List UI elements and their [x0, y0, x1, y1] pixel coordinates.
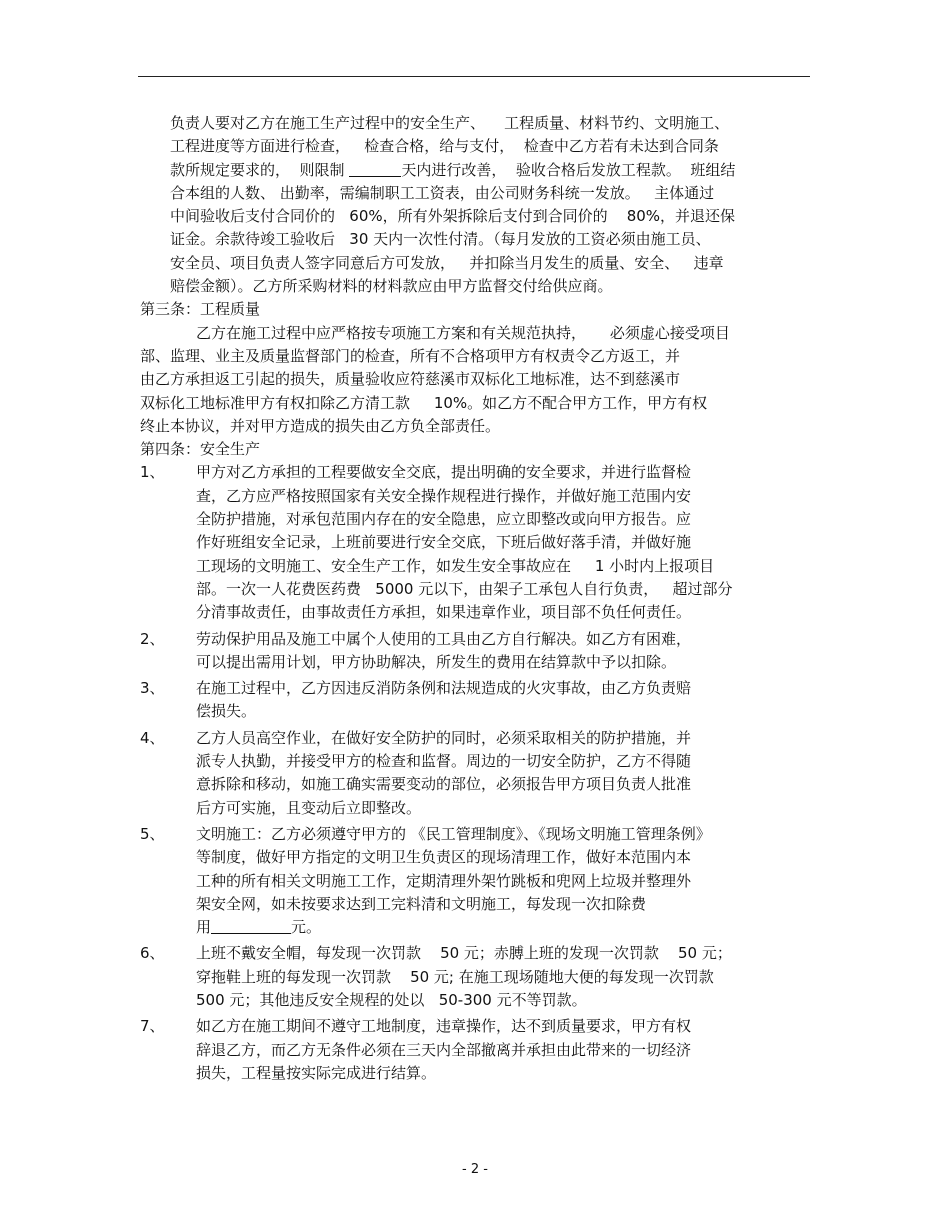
item-line: 5、 文明施工：乙方必须遵守甲方的 《民工管理制度》、《现场文明施工管理条例》 [140, 823, 812, 846]
header-rule [138, 76, 810, 77]
paragraph-line: 中间验收后支付合同价的 60%，所有外架拆除后支付到合同价的 80%，并退还保 [170, 207, 736, 226]
item-line: 可以提出需用计划，甲方协助解决，所发生的费用在结算款中予以扣除。 [196, 652, 677, 671]
item-line: 损失，工程量按实际完成进行结算。 [196, 1063, 437, 1082]
safety-item [140, 677, 812, 724]
item-line: 后方可实施，且变动后立即整改。 [196, 798, 422, 817]
safety-item [140, 823, 812, 939]
item-number: 5、 [140, 824, 165, 843]
days-blank [349, 161, 401, 177]
item-line: 500 元；其他违反安全规程的处以 50-300 元不等罚款。 [196, 990, 587, 1009]
item-number: 3、 [140, 679, 165, 698]
item-line: 1、 甲方对乙方承担的工程要做安全交底，提出明确的安全要求，并进行监督检 [140, 461, 812, 484]
item-line: 2、 劳动保护用品及施工中属个人使用的工具由乙方自行解决。如乙方有困难， [140, 628, 812, 651]
paragraph-line: 终止本协议，并对甲方造成的损失由乙方负全部责任。 [140, 416, 501, 435]
item-line: 4、 乙方人员高空作业，在做好安全防护的同时，必须采取相关的防护措施，并 [140, 727, 812, 750]
item-number: 1、 [140, 463, 165, 482]
paragraph-line: 证金。余款待竣工验收后 30 天内一次性付清。（每月发放的工资必须由施工员、 [170, 230, 711, 249]
safety-item [140, 727, 812, 820]
section-heading-quality: 第三条：工程质量 [140, 300, 261, 319]
section-heading-safety: 第四条：安全生产 [140, 440, 261, 459]
paragraph-line: 负责人要对乙方在施工生产过程中的安全生产、 工程质量、材料节约、文明施工、 [170, 114, 730, 132]
item-number: 4、 [140, 728, 165, 747]
item-line: 分清事故责任，由事故责任方承担，如果违章作业，项目部不负任何责任。 [196, 603, 692, 622]
quality-paragraph [140, 322, 812, 438]
paragraph-line: 由乙方承担返工引起的损失，质量验收应符慈溪市双标化工地标准，达不到慈溪市 [140, 370, 681, 389]
paragraph-line: 乙方在施工过程中应严格按专项施工方案和有关规范执持， 必须虚心接受项目 [196, 323, 730, 342]
paragraph-line: 安全员、项目负责人签字同意后方可发放， 并扣除当月发生的质量、安全、 违章 [170, 253, 724, 272]
item-line: 3、 在施工过程中，乙方因违反消防条例和法规造成的火灾事故，由乙方负责赔 [140, 677, 812, 700]
item-line: 6、 上班不戴安全帽，每发现一次罚款 50 元；赤膊上班的发现一次罚款 50 元； [140, 942, 812, 965]
page-number: - 2 - [462, 1162, 488, 1177]
item-line: 作好班组安全记录，上班前要进行安全交底，下班后做好落手清，并做好施 [196, 533, 692, 552]
fee-blank [211, 918, 291, 934]
item-line: 穿拖鞋上班的每发现一次罚款 50 元; 在施工现场随地大便的每发现一次罚款 [196, 967, 714, 986]
item-line: 7、 如乙方在施工期间不遵守工地制度，违章操作，达不到质量要求，甲方有权 [140, 1015, 812, 1038]
item-line: 意拆除和移动，如施工确实需要变动的部位，必须报告甲方项目负责人批准 [196, 775, 692, 794]
item-line: 偿损失。 [196, 702, 257, 721]
item-line: 派专人执勤，并接受甲方的检查和监督。周边的一切安全防护，乙方不得随 [196, 752, 692, 771]
document-body [140, 112, 812, 1085]
item-line: 全防护措施，对承包范围内存在的安全隐患，应立即整改或向甲方报告。应 [196, 510, 692, 529]
paragraph-line: 款所规定要求的， 则限制 天内进行改善， 验收合格后发放工程款。 班组结 [170, 160, 736, 179]
paragraph-line: 合本组的人数、 出勤率，需编制职工工资表，由公司财务科统一发放。 主体通过 [170, 183, 715, 202]
paragraph-line: 双标化工地标准甲方有权扣除乙方清工款 10%。如乙方不配合甲方工作，甲方有权 [140, 393, 708, 412]
item-number: 7、 [140, 1017, 165, 1036]
safety-item [140, 461, 812, 624]
item-line: 辞退乙方，而乙方无条件必须在三天内全部撤离并承担由此带来的一切经济 [196, 1040, 692, 1059]
item-line: 部。一次一人花费医药费 5000 元以下，由架子工承包人自行负责， 超过部分 [196, 579, 733, 598]
safety-item [140, 1015, 812, 1085]
continued-paragraph [140, 112, 812, 298]
item-line: 工种的所有相关文明施工工作，定期清理外架竹跳板和兜网上垃圾并整理外 [196, 871, 692, 890]
paragraph-line: 赔偿金额）。乙方所采购材料的材料款应由甲方监督交付给供应商。 [170, 277, 613, 296]
safety-item [140, 942, 812, 1012]
item-line: 等制度，做好甲方指定的文明卫生负责区的现场清理工作，做好本范围内本 [196, 848, 692, 867]
item-line: 架安全网，如未按要求达到工完料清和文明施工，每发现一次扣除费 [196, 894, 647, 913]
safety-item [140, 628, 812, 675]
item-number: 6、 [140, 944, 165, 963]
paragraph-line: 工程进度等方面进行检查， 检查合格，给与支付， 检查中乙方若有未达到合同条 [170, 137, 719, 156]
item-line: 工现场的文明施工、安全生产工作，如发生安全事故应在 1 小时内上报项目 [196, 556, 715, 575]
item-number: 2、 [140, 629, 165, 648]
item-line: 用 元。 [196, 918, 322, 937]
item-line: 查，乙方应严格按照国家有关安全操作规程进行操作，并做好施工范围内安 [196, 486, 692, 505]
paragraph-line: 部、监理、业主及质量监督部门的检查，所有不合格项甲方有权责令乙方返工，并 [140, 346, 681, 365]
